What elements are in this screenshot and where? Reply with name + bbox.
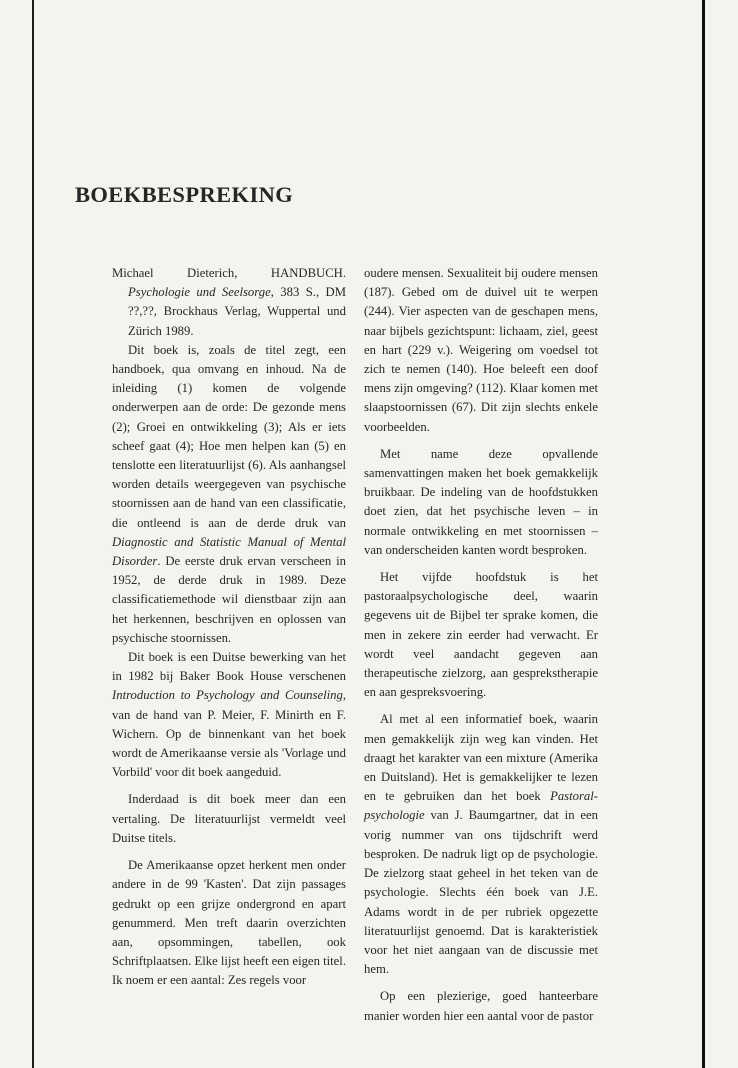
book-subtitle: Psychologie und Seelsorge [128, 285, 271, 300]
paragraph-text: van J. Baumgartner, dat in een vorig nummer van ons tijdschrift werd besproken. De nadruk ligt op de psychologie. De zielzorg staat geheel in het teken van de psychologie. Slechts één boek van J.E. Adams wordt in de per rubriek opgezette literatuurlijst genoemd. Dat is karakteristiek voor het niet aangaan van de discussie met hem. [364, 808, 598, 977]
paragraph [364, 710, 598, 979]
paragraph: Op een plezierige, goed hanteerbare manier worden hier een aantal voor de pastor [364, 989, 598, 1023]
cited-title: Diagnostic and Statistic Manual of Mental Disorder [112, 534, 346, 569]
paragraph [112, 648, 346, 782]
paragraph: oudere mensen. Sexualiteit bij oudere mensen (187). Gebed om de duivel uit te werpen (244). Vier aspecten van de geschapen mens, naar bijbels gezichtspunt: lichaam, ziel, geest en hart (229 v.). Weigering om voedsel tot zich te nemen (140). Hoe beleeft een doof mens zijn omgeving? (112). Klaar komen met slaapstoornissen (67). Dit zijn slechts enkele voorbeelden. [364, 266, 598, 434]
paragraph-text: Dit boek is een Duitse bewerking van het in 1982 bij Baker Book House verschenen [112, 650, 346, 684]
paragraph [112, 341, 346, 648]
scan-margin-left [0, 0, 34, 1068]
book-details: , 383 S., DM ??,??, Brockhaus Verlag, Wuppertal und Zürich 1989. [128, 285, 346, 338]
book-reference [112, 264, 346, 341]
cited-title: Pastoral-psychologie [364, 789, 598, 823]
left-column [112, 264, 346, 991]
paragraph-text: . De eerste druk ervan verscheen in 1952, de derde druk in 1989. Deze classificatiemethode wil dienstbaar zijn aan het herkennen, beschrijven en oplossen van psychische stoornissen. [112, 554, 346, 645]
book-author-title: Michael Dieterich, HANDBUCH. [112, 266, 346, 280]
paragraph: De Amerikaanse opzet herkent men onder andere in de 99 'Kasten'. Dat zijn passages gedrukt op een grijze ondergrond en apart genummerd. Men treft daarin overzichten aan, opsommingen, tabellen, ook Schriftplaatsen. Elke lijst heeft een eigen titel. Ik noem er een aantal: Zes regels voor [112, 858, 346, 988]
paragraph-text: Dit boek is, zoals de titel zegt, een handboek, qua omvang en inhoud. Na de inleiding (1) komen de volgende onderwerpen aan de orde: De gezonde mens (2); Groei en ontwikkeling (3); Als er iets scheef gaat (4); Hoe men helpen kan (5) en tenslotte een literatuurlijst (6). Als aanhangsel worden details weergegeven van psychische stoornissen aan de hand van een classificatie, die ontleend is aan de derde druk van [112, 342, 346, 530]
paragraph: Het vijfde hoofdstuk is het pastoraalpsychologische deel, waarin gegevens uit de Bijbel ter sprake komen, die men in zekere zin eerder had verwacht. Er wordt veel aandacht gegeven aan therapeutische zielzorg, aan gesprekstherapie en aan gespreksvoering. [364, 570, 598, 700]
section-heading: BOEKBESPREKING [75, 182, 294, 207]
paragraph-text: Al met al een informatief boek, waarin men gemakkelijk zijn weg kan vinden. Het draagt het karakter van een mixture (Amerika en Duitsland). Het is gemakkelijker te lezen en te gebruiken dan het boek [364, 712, 598, 804]
scan-margin-right [702, 0, 738, 1068]
cited-title: Introduction to Psychology and Counseling [112, 688, 343, 703]
paragraph-text: , van de hand van P. Meier, F. Minirth en F. Wichern. Op de binnenkant van het boek wordt de Amerikaanse versie als 'Vorlage und Vorbild' voor dit boek aangeduid. [112, 688, 346, 780]
right-column [364, 264, 598, 1026]
paragraph: Inderdaad is dit boek meer dan een vertaling. De literatuurlijst vermeldt veel Duitse titels. [112, 792, 346, 845]
paragraph: Met name deze opvallende samenvattingen maken het boek gemakkelijk bruikbaar. De indeling van de hoofdstukken doet zien, dat het psychische leven – in normale ontwikkeling en met stoornissen – van onderscheiden kanten wordt besproken. [364, 446, 598, 557]
